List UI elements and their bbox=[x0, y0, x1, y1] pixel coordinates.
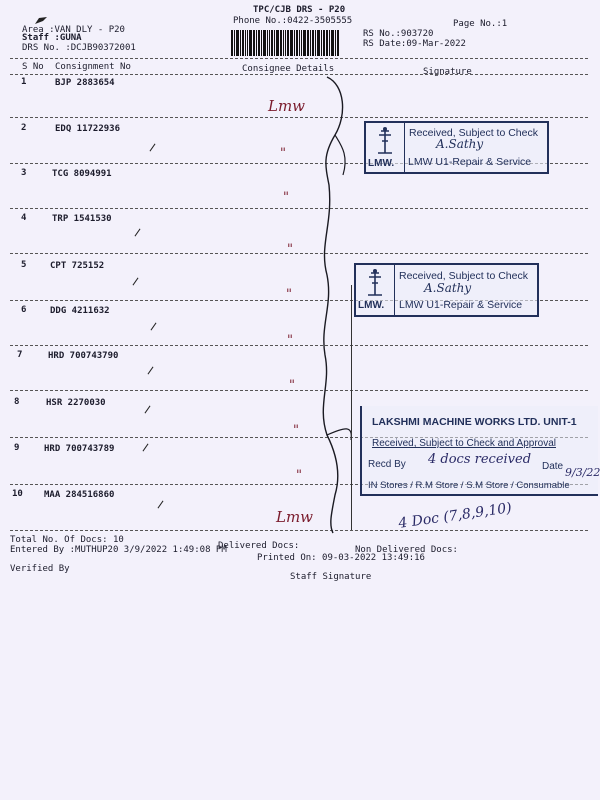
stamp-received-text: Received, Subject to Check bbox=[399, 270, 528, 282]
entered-by: Entered By :MUTHUP20 3/9/2022 1:49:08 PM bbox=[10, 545, 227, 555]
rs-number: RS No.:903720 bbox=[363, 29, 434, 39]
delivered-docs: Delivered Docs: bbox=[218, 541, 300, 551]
ditto-mark: " bbox=[286, 287, 292, 302]
row-sno: 10 bbox=[12, 489, 23, 499]
ditto-mark: " bbox=[280, 146, 286, 161]
rs-date: RS Date:09-Mar-2022 bbox=[363, 39, 466, 49]
stamp-received-text: Received, Subject to Check bbox=[409, 127, 538, 139]
received-by-handwriting: 4 docs received bbox=[428, 452, 532, 467]
stamp-repair-text: LMW U1-Repair & Service bbox=[399, 299, 523, 311]
non-delivered-docs: Non Delivered Docs: bbox=[355, 545, 458, 555]
received-date-handwriting: 9/3/22 bbox=[565, 466, 600, 479]
row-sno: 9 bbox=[14, 443, 20, 453]
printed-on: Printed On: 09-03-2022 13:49:16 bbox=[257, 553, 425, 563]
row-consignment: TRP 1541530 bbox=[52, 214, 112, 224]
total-docs: Total No. Of Docs: 10 bbox=[10, 535, 124, 545]
row-sno: 1 bbox=[21, 77, 27, 87]
column-header-sno: S No bbox=[22, 62, 44, 72]
lmw-stores-stamp bbox=[360, 406, 598, 496]
stamp-repair-text: LMW U1-Repair & Service bbox=[408, 156, 532, 168]
row-sno: 5 bbox=[21, 260, 27, 270]
deity-logo-icon bbox=[366, 125, 404, 159]
row-sno: 6 bbox=[21, 305, 27, 315]
tick-mark bbox=[145, 406, 151, 414]
tick-mark bbox=[148, 367, 154, 375]
stamp-recd-by-label: Recd By bbox=[368, 459, 406, 470]
staff-signature: Staff Signature bbox=[290, 572, 372, 582]
vertical-bracket-line bbox=[351, 285, 352, 530]
tick-mark bbox=[151, 323, 157, 331]
row-consignment: BJP 2883654 bbox=[55, 78, 115, 88]
ditto-mark: " bbox=[283, 190, 289, 205]
stamp-stores-text: IN Stores / R.M Store / S.M Store / Consumable bbox=[368, 480, 570, 491]
lmw-logo-text: LMW. bbox=[358, 300, 385, 311]
row-consignment: HRD 700743790 bbox=[48, 351, 119, 361]
column-header-consignee: Consignee Details bbox=[242, 64, 335, 74]
row-sno: 8 bbox=[14, 397, 20, 407]
barcode bbox=[231, 30, 340, 56]
tick-mark bbox=[150, 144, 156, 152]
row-consignment: HRD 700743789 bbox=[44, 444, 115, 454]
phone-number: Phone No.:0422-3505555 bbox=[233, 16, 353, 26]
ditto-mark: " bbox=[287, 242, 293, 257]
row-sno: 3 bbox=[21, 168, 27, 178]
area-label: Area :VAN DLY - P20 bbox=[22, 25, 125, 35]
row-consignment: HSR 2270030 bbox=[46, 398, 106, 408]
staff-label: Staff :GUNA bbox=[22, 33, 82, 43]
row-consignment: DDG 4211632 bbox=[50, 306, 110, 316]
ditto-mark: " bbox=[289, 378, 295, 393]
tick-mark bbox=[135, 229, 141, 237]
column-header-consignment: Consignment No bbox=[55, 62, 131, 72]
page-number: Page No.:1 bbox=[453, 19, 508, 29]
drs-number: DRS No. :DCJB90372001 bbox=[22, 43, 136, 53]
row-sno: 7 bbox=[17, 350, 23, 360]
ditto-mark: " bbox=[293, 423, 299, 438]
lmw-received-stamp bbox=[354, 263, 539, 317]
tick-mark bbox=[158, 501, 164, 509]
lmw-received-stamp bbox=[364, 121, 549, 174]
deity-logo-icon bbox=[356, 267, 394, 301]
row-consignment: EDQ 11722936 bbox=[55, 124, 121, 134]
stamp-signature: A.Sathy bbox=[436, 137, 484, 151]
row-sno: 4 bbox=[21, 213, 27, 223]
stamp-approval-text: Received, Subject to Check and Approval bbox=[372, 438, 556, 449]
handwritten-lmw: Lmw bbox=[268, 97, 306, 115]
tick-mark bbox=[133, 278, 139, 286]
row-consignment: TCG 8094991 bbox=[52, 169, 112, 179]
row-consignment: CPT 725152 bbox=[50, 261, 105, 271]
row-sno: 2 bbox=[21, 123, 27, 133]
handwritten-lmw: Lmw bbox=[276, 508, 314, 526]
stamp-signature: A.Sathy bbox=[424, 281, 472, 295]
stamp-company-name: LAKSHMI MACHINE WORKS LTD. UNIT-1 bbox=[372, 416, 577, 428]
row-consignment: MAA 284516860 bbox=[44, 490, 115, 500]
tick-mark bbox=[143, 444, 149, 452]
stamp-date-label: Date bbox=[542, 461, 564, 472]
document-title: TPC/CJB DRS - P20 bbox=[253, 5, 346, 15]
ditto-mark: " bbox=[296, 468, 302, 483]
verified-by: Verified By bbox=[10, 564, 70, 574]
doc-count-note: 4 Doc (7,8,9,10) bbox=[397, 500, 513, 532]
lmw-logo-text: LMW. bbox=[368, 158, 395, 169]
ditto-mark: " bbox=[287, 333, 293, 348]
column-header-signature: Signature bbox=[423, 67, 472, 77]
